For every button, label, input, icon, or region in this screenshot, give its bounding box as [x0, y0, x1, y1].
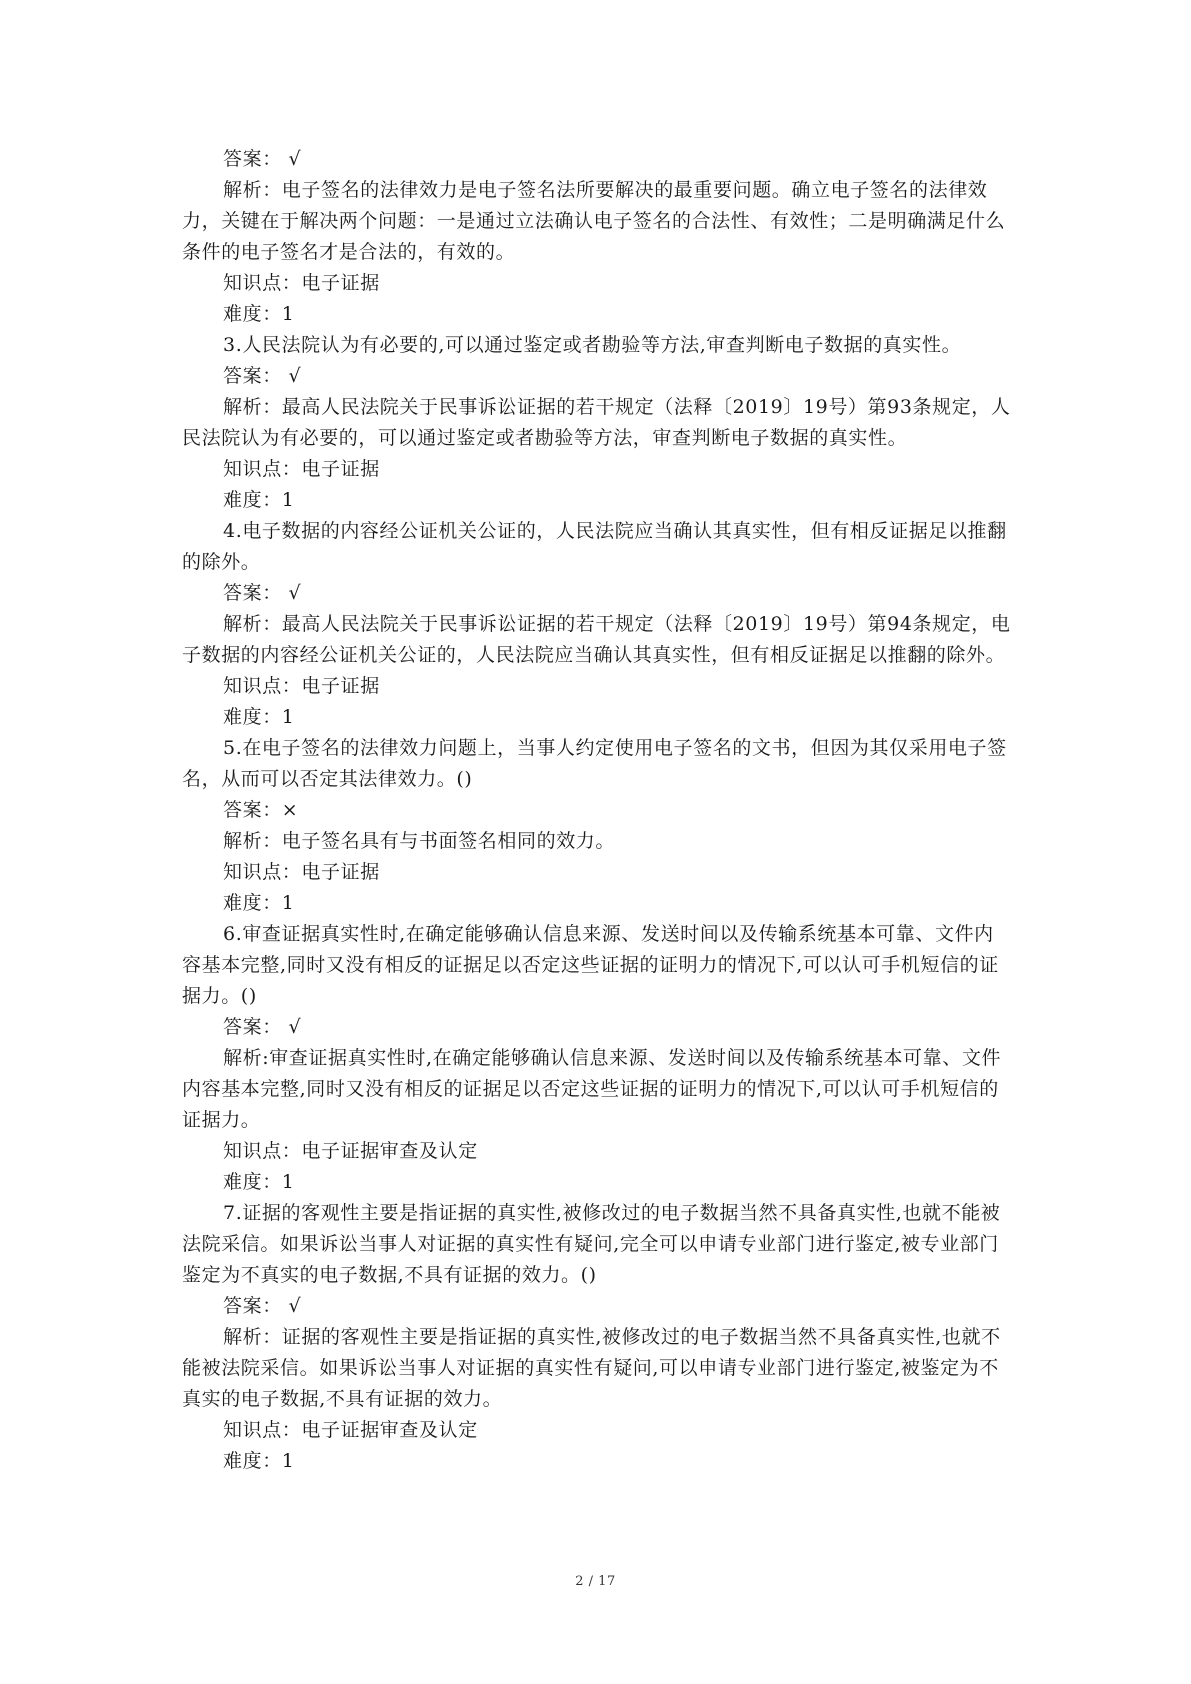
analysis-paragraph: 解析：最高人民法院关于民事诉讼证据的若干规定（法释〔2019〕19号）第93条规定，人民法院认为有必要的，可以通过鉴定或者勘验等方法，审查判断电子数据的真实性。 — [182, 396, 1011, 449]
analysis-paragraph: 解析：证据的客观性主要是指证据的真实性,被修改过的电子数据当然不具备真实性,也就不能被法院采信。如果诉讼当事人对证据的真实性有疑问,可以申请专业部门进行鉴定,被鉴定为不真实的电子数据,不具有证据的效力。 — [182, 1326, 1001, 1410]
question-6: 6.审查证据真实性时,在确定能够确认信息来源、发送时间以及传输系统基本可靠、文件内容基本完整,同时又没有相反的证据足以否定这些证据的证明力的情况下,可以认可手机短信的证据力。() — [182, 923, 999, 1007]
difficulty-line: 难度：1 — [223, 303, 295, 325]
page-number: 2 / 17 — [575, 1574, 616, 1589]
knowledge-point-line: 知识点：电子证据审查及认定 — [223, 1419, 478, 1441]
analysis-paragraph: 解析:审查证据真实性时,在确定能够确认信息来源、发送时间以及传输系统基本可靠、文件内容基本完整,同时又没有相反的证据足以否定这些证据的证明力的情况下,可以认可手机短信的证据力。 — [182, 1047, 1002, 1131]
difficulty-line: 难度：1 — [223, 1450, 295, 1472]
difficulty-line: 难度：1 — [223, 489, 295, 511]
question-7: 7.证据的客观性主要是指证据的真实性,被修改过的电子数据当然不具备真实性,也就不能被法院采信。如果诉讼当事人对证据的真实性有疑问,完全可以申请专业部门进行鉴定,被专业部门鉴定为不真实的电子数据,不具有证据的效力。() — [182, 1202, 1001, 1286]
page-body — [182, 144, 1012, 1477]
answer-line: 答案： √ — [223, 582, 302, 604]
analysis-paragraph: 解析：最高人民法院关于民事诉讼证据的若干规定（法释〔2019〕19号）第94条规定，电子数据的内容经公证机关公证的，人民法院应当确认其真实性，但有相反证据足以推翻的除外。 — [182, 613, 1011, 666]
question-4: 4.电子数据的内容经公证机关公证的，人民法院应当确认其真实性，但有相反证据足以推翻的除外。 — [182, 520, 1007, 573]
question-3: 3.人民法院认为有必要的,可以通过鉴定或者勘验等方法,审查判断电子数据的真实性。 — [223, 334, 962, 356]
knowledge-point-line: 知识点：电子证据审查及认定 — [223, 1140, 478, 1162]
difficulty-line: 难度：1 — [223, 892, 295, 914]
difficulty-line: 难度：1 — [223, 706, 295, 728]
answer-line: 答案： √ — [223, 1295, 302, 1317]
answer-line: 答案：× — [223, 799, 299, 821]
analysis-paragraph: 解析：电子签名的法律效力是电子签名法所要解决的最重要问题。确立电子签名的法律效力，关键在于解决两个问题：一是通过立法确认电子签名的合法性、有效性；二是明确满足什么条件的电子签名才是合法的，有效的。 — [182, 179, 1006, 263]
answer-line: 答案： √ — [223, 365, 302, 387]
analysis-paragraph: 解析：电子签名具有与书面签名相同的效力。 — [223, 830, 616, 852]
knowledge-point-line: 知识点：电子证据 — [223, 675, 380, 697]
difficulty-line: 难度：1 — [223, 1171, 295, 1193]
knowledge-point-line: 知识点：电子证据 — [223, 458, 380, 480]
answer-line: 答案： √ — [223, 1016, 302, 1038]
answer-line: 答案： √ — [223, 148, 302, 170]
knowledge-point-line: 知识点：电子证据 — [223, 861, 380, 883]
knowledge-point-line: 知识点：电子证据 — [223, 272, 380, 294]
question-5: 5.在电子签名的法律效力问题上，当事人约定使用电子签名的文书，但因为其仅采用电子签名，从而可以否定其法律效力。() — [182, 737, 1007, 790]
